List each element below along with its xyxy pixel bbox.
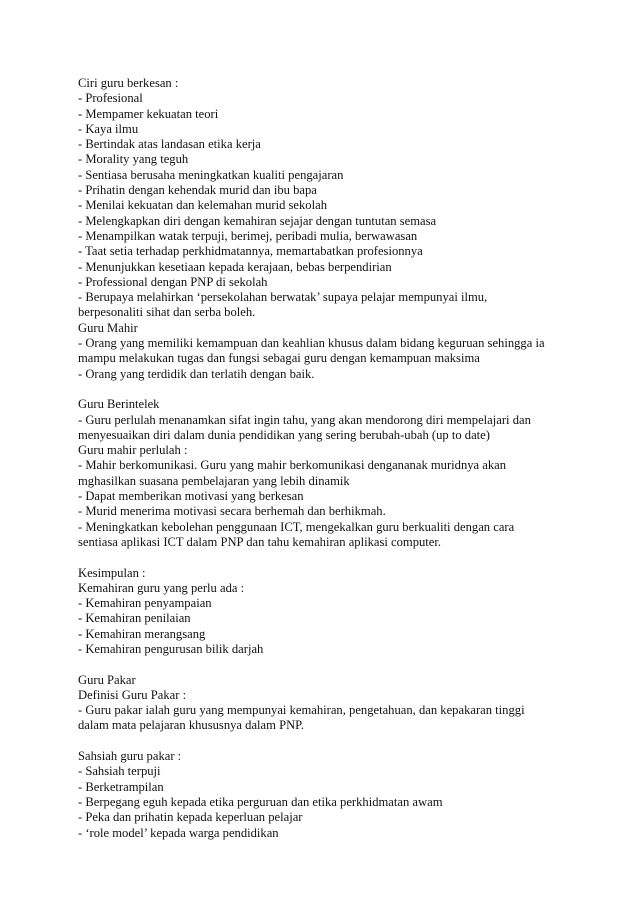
list-item: - ‘role model’ kepada warga pendidikan [78, 825, 279, 840]
list-item: - Berketrampilan [78, 779, 164, 794]
document-page [78, 76, 598, 841]
section-sahsiah-guru-pakar [78, 749, 598, 841]
list-item: - Kemahiran merangsang [78, 626, 206, 641]
section-guru-pakar [78, 673, 598, 734]
list-item: - Sahsiah terpuji [78, 764, 161, 779]
section-heading: Guru Pakar [78, 672, 136, 687]
subheading: Kemahiran guru yang perlu ada : [78, 580, 245, 595]
section-kesimpulan [78, 566, 598, 658]
list-item: - Orang yang memiliki kemampuan dan keahlian khusus dalam bidang keguruan sehingga ia [78, 336, 545, 351]
section-guru-mahir [78, 321, 598, 382]
section-heading: Guru Mahir [78, 320, 138, 335]
list-item: - Guru pakar ialah guru yang mempunyai kemahiran, pengetahuan, dan kepakaran tinggi [78, 703, 525, 718]
list-item: - Melengkapkan diri dengan kemahiran sejajar dengan tuntutan semasa [78, 213, 437, 228]
section-guru-berintelek [78, 397, 598, 550]
paragraph-gap [78, 382, 598, 397]
list-item: - Professional dengan PNP di sekolah [78, 274, 268, 289]
paragraph-gap [78, 734, 598, 749]
section-heading: Guru Berintelek [78, 397, 160, 412]
list-item-continuation: berpesonaliti sihat dan serba boleh. [78, 305, 256, 320]
list-item: - Menilai kekuatan dan kelemahan murid sekolah [78, 198, 327, 213]
section-ciri-guru-berkesan [78, 76, 598, 321]
section-heading: Kesimpulan : [78, 565, 146, 580]
list-item: - Profesional [78, 91, 143, 106]
section-heading: Sahsiah guru pakar : [78, 749, 182, 764]
list-item-continuation: mghasilkan suasana pembelajaran yang lebih dinamik [78, 473, 350, 488]
list-item: - Morality yang teguh [78, 152, 189, 167]
list-item: - Kemahiran penyampaian [78, 596, 212, 611]
list-item: - Mempamer kekuatan teori [78, 106, 219, 121]
list-item: - Berupaya melahirkan ‘persekolahan berwatak’ supaya pelajar mempunyai ilmu, [78, 290, 488, 305]
list-item: - Menampilkan watak terpuji, berimej, peribadi mulia, berwawasan [78, 228, 418, 243]
list-item: - Sentiasa berusaha meningkatkan kualiti pengajaran [78, 167, 344, 182]
list-item: - Murid menerima motivasi secara berhemah dan berhikmah. [78, 504, 386, 519]
list-item-continuation: mampu melakukan tugas dan fungsi sebagai guru dengan kemampuan maksima [78, 351, 480, 366]
list-item: - Kemahiran penilaian [78, 611, 191, 626]
list-item-continuation: dalam mata pelajaran khususnya dalam PNP. [78, 718, 304, 733]
list-item: - Berpegang eguh kepada etika perguruan dan etika perkhidmatan awam [78, 794, 443, 809]
subheading: Definisi Guru Pakar : [78, 687, 187, 702]
list-item: - Taat setia terhadap perkhidmatannya, memartabatkan profesionnya [78, 244, 423, 259]
list-item: - Kemahiran pengurusan bilik darjah [78, 641, 264, 656]
list-item: - Bertindak atas landasan etika kerja [78, 137, 261, 152]
list-item: - Dapat memberikan motivasi yang berkesan [78, 489, 304, 504]
list-item: - Prihatin dengan kehendak murid dan ibu bapa [78, 183, 317, 198]
list-item: - Meningkatkan kebolehan penggunaan ICT, mengekalkan guru berkualiti dengan cara [78, 519, 515, 534]
list-item: - Menunjukkan kesetiaan kepada kerajaan, bebas berpendirian [78, 259, 392, 274]
list-item: - Mahir berkomunikasi. Guru yang mahir berkomunikasi dengananak muridnya akan [78, 458, 507, 473]
subheading: Guru mahir perlulah : [78, 443, 188, 458]
list-item: - Guru perlulah menanamkan sifat ingin tahu, yang akan mendorong diri mempelajari dan [78, 412, 531, 427]
list-item: - Orang yang terdidik dan terlatih dengan baik. [78, 366, 315, 381]
paragraph-gap [78, 550, 598, 565]
list-item: - Kaya ilmu [78, 121, 139, 136]
list-item-continuation: sentiasa aplikasi ICT dalam PNP dan tahu kemahiran aplikasi computer. [78, 534, 442, 549]
paragraph-gap [78, 657, 598, 672]
section-heading: Ciri guru berkesan : [78, 76, 179, 90]
list-item: - Peka dan prihatin kepada keperluan pelajar [78, 810, 303, 825]
list-item-continuation: menyesuaikan diri dalam dunia pendidikan yang sering berubah-ubah (up to date) [78, 427, 490, 442]
